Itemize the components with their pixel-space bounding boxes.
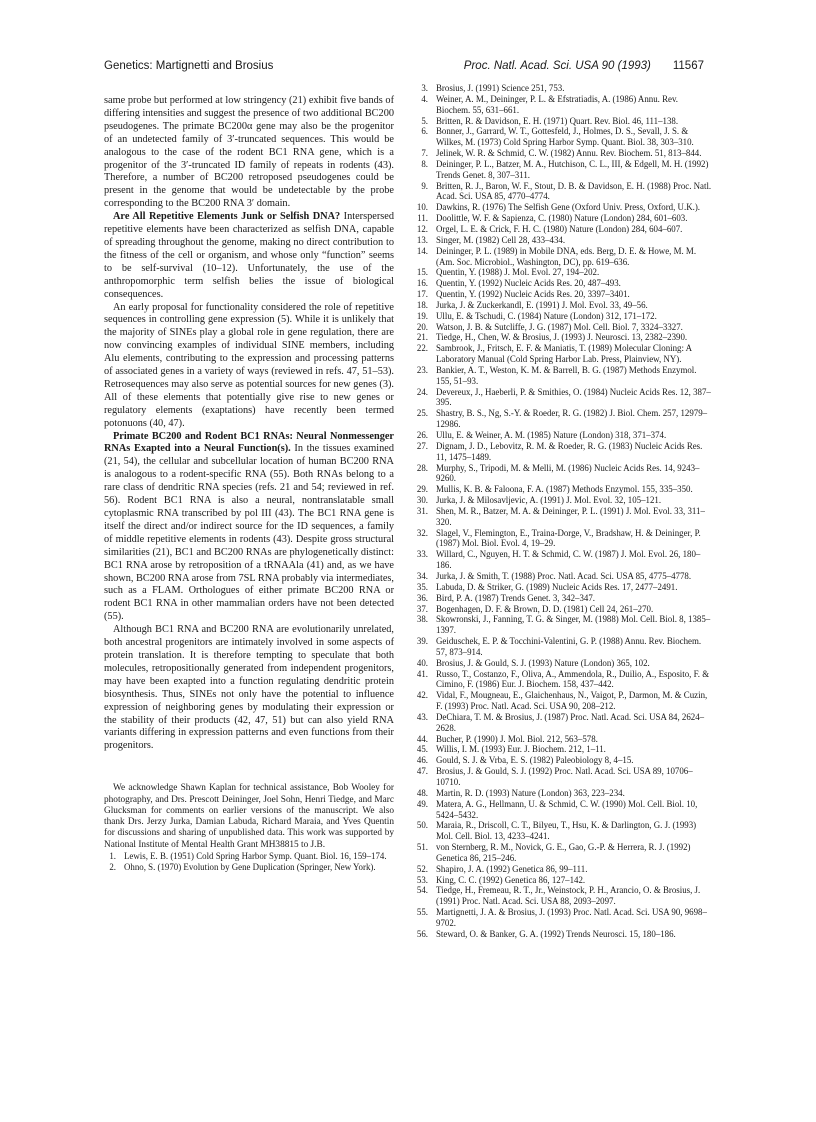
- reference-item: [416, 885, 712, 907]
- reference-number: 31.: [416, 505, 428, 516]
- reference-text: Sambrook, J., Fritsch, E. F. & Maniatis, T. (1989) Molecular Cloning: A Laboratory Manual (Cold Spring Harbor Lab. Press, Plainview, NY).: [436, 343, 692, 365]
- reference-item: [416, 712, 712, 734]
- reference-text: Willis, I. M. (1993) Eur. J. Biochem. 212, 1–11.: [436, 744, 606, 755]
- reference-item: [416, 300, 712, 311]
- reference-number: 51.: [416, 842, 428, 853]
- reference-text: Shapiro, J. A. (1992) Genetica 86, 99–111.: [436, 863, 588, 874]
- reference-item: [416, 343, 712, 365]
- reference-text: Bucher, P. (1990) J. Mol. Biol. 212, 563–578.: [436, 733, 598, 744]
- reference-number: 8.: [421, 158, 428, 169]
- reference-number: 56.: [416, 928, 428, 939]
- reference-number: 50.: [416, 820, 428, 831]
- reference-number: 26.: [416, 430, 428, 440]
- reference-number: 35.: [416, 581, 428, 592]
- reference-number: 41.: [416, 668, 428, 679]
- reference-number: 24.: [416, 386, 428, 397]
- reference-number: 55.: [416, 907, 428, 918]
- section-heading: Are All Repetitive Elements Junk or Selfish DNA?: [113, 211, 341, 223]
- reference-item: [416, 744, 712, 755]
- reference-number: 49.: [416, 798, 428, 809]
- reference-number: 36.: [416, 592, 428, 603]
- reference-item: [416, 484, 712, 495]
- paragraph: [104, 302, 394, 431]
- reference-number: 20.: [416, 321, 428, 332]
- reference-item: [416, 875, 712, 886]
- reference-number: 19.: [416, 310, 428, 321]
- reference-item: [416, 430, 712, 441]
- reference-number: 52.: [416, 863, 428, 874]
- reference-item: [416, 614, 712, 636]
- reference-text: von Sternberg, R. M., Novick, G. E., Gao, G.-P. & Herrera, R. J. (1992) Genetica 86, 215–246.: [436, 842, 691, 863]
- reference-number: 4.: [421, 93, 428, 104]
- reference-number: 18.: [416, 299, 428, 310]
- reference-text: Ohno, S. (1970) Evolution by Gene Duplication (Springer, New York).: [124, 861, 376, 872]
- reference-number: 40.: [416, 657, 428, 668]
- reference-number: 37.: [416, 603, 428, 614]
- reference-item: [104, 862, 394, 873]
- reference-item: [416, 658, 712, 669]
- reference-number: 34.: [416, 570, 428, 581]
- reference-item: [104, 851, 394, 862]
- paragraph-text: Interspersed repetitive elements have been characterized as selfish DNA, capable of spreading throughout the genome, making no direct contribution to the fitness of the cell or organism, and whose only “function” seems to be self-survival (10–12). Unfortunately, the use of the anthropomorphic term selfish belies the issue of biological consequences.: [104, 211, 394, 300]
- reference-item: [416, 224, 712, 235]
- paragraph-text: Although BC1 RNA and BC200 RNA are evolutionarily unrelated, both ancestral progenitors are intimately involved in some aspects of protein translation. It is therefore tempting to speculate that both molecules, retropositionally generated from independent progenitors, may have been exapted into a function regulating dendritic protein biosynthesis. Thus, SINEs not only have the potential to influence expression of neighboring genes by modulating their expression or the stability of their products (42, 47, 51) but can also yield RNA variants differing in expression patterns and even functions from their progenitors.: [104, 624, 394, 752]
- paragraph-text: In the tissues examined (21, 54), the cellular and subcellular location of human BC200 RNA is analogous to a rodent-specific RNA (55). Both RNAs belong to a rare class of dendritic RNA species (refs. 21 and 54; reviewed in ref. 56). Rodent BC1 RNA is also a neural, nontranslatable small cytoplasmic RNA transcribed by pol III (43). The BC1 RNA gene is itself the direct and/or indirect source for the ID sequences, a family of middle repetitive elements in rodents (43). Despite gross structural similarities (21), BC1 and BC200 RNAs are phylogenetically distinct: BC1 RNA arose by retroposition of a tRNAAla (41) and, as we have shown, BC200 RNA arose from 7SL RNA probably via intermediates, such as a FLAM. Orthologues of either primate BC200 RNA or rodent BC1 RNA in other mammalian orders have not been detected (55).: [104, 443, 394, 623]
- reference-item: [416, 213, 712, 224]
- reference-number: 45.: [416, 744, 428, 755]
- reference-item: [416, 463, 712, 485]
- paragraph: [104, 211, 394, 301]
- reference-text: Dawkins, R. (1976) The Selfish Gene (Oxford Univ. Press, Oxford, U.K.).: [436, 202, 700, 213]
- reference-item: [416, 94, 712, 116]
- reference-item: [416, 126, 712, 148]
- reference-number: 12.: [416, 223, 428, 234]
- reference-item: [416, 528, 712, 550]
- reference-text: King, C. C. (1992) Genetica 86, 127–142.: [436, 874, 586, 885]
- reference-item: [416, 311, 712, 322]
- reference-item: [416, 387, 712, 409]
- reference-number: 17.: [416, 289, 428, 300]
- reference-text: Murphy, S., Tripodi, M. & Melli, M. (1986) Nucleic Acids Res. 14, 9243–9260.: [436, 462, 700, 484]
- paragraph-text: An early proposal for functionality considered the role of repetitive sequences in controlling gene expression (5). While it is unlikely that the majority of SINEs play a global role in gene regulation, there are now convincing examples of individual SINE members, including Alu elements, contributing to the expression and processing patterns of associated genes in a variety of ways (reviewed in refs. 47, 51–53). Retrosequences may also serve as potential sources for new genes (3). All of these elements that potentially give rise to new genes or regulatory elements (exaptations) have recently been termed potonuons (40, 47).: [104, 301, 394, 429]
- reference-item: [416, 549, 712, 571]
- reference-item: [416, 571, 712, 582]
- reference-item: [416, 820, 712, 842]
- reference-number: 42.: [416, 690, 428, 701]
- reference-text: Shastry, B. S., Ng, S.-Y. & Roeder, R. G. (1982) J. Biol. Chem. 257, 12979–12986.: [436, 408, 708, 430]
- reference-number: 6.: [421, 126, 428, 137]
- reference-text: Singer, M. (1982) Cell 28, 433–434.: [436, 234, 566, 245]
- reference-text: Deininger, P. L., Batzer, M. A., Hutchison, C. L., III, & Edgell, M. H. (1992) Trends Genet. 8, 307–311.: [436, 158, 709, 180]
- reference-text: Slagel, V., Flemington, E., Traina-Dorge, V., Bradshaw, H. & Deininger, P. (1987) Mol. Biol. Evol. 4, 19–29.: [436, 527, 701, 549]
- running-header: [104, 60, 704, 74]
- reference-text: Martignetti, J. A. & Brosius, J. (1993) Proc. Natl. Acad. Sci. USA 90, 9698–9702.: [436, 907, 707, 928]
- reference-number: 14.: [416, 245, 428, 256]
- reference-number: 30.: [416, 495, 428, 506]
- reference-text: Britten, R. J., Baron, W. F., Stout, D. B. & Davidson, E. H. (1988) Proc. Natl. Acad. Sci. USA 85, 4770–4774.: [436, 180, 712, 202]
- reference-text: Matera, A. G., Hellmann, U. & Schmid, C. W. (1990) Mol. Cell. Biol. 10, 5424–5432.: [436, 798, 698, 820]
- reference-text: Watson, J. B. & Sutcliffe, J. G. (1987) Mol. Cell. Biol. 7, 3324–3327.: [436, 321, 683, 332]
- reference-item: [416, 593, 712, 604]
- reference-number: 48.: [416, 787, 428, 798]
- reference-text: Martin, R. D. (1993) Nature (London) 363, 223–234.: [436, 787, 625, 798]
- reference-number: 32.: [416, 527, 428, 538]
- reference-item: [416, 495, 712, 506]
- reference-text: Brosius, J. (1991) Science 251, 753.: [436, 83, 565, 93]
- reference-number: 25.: [416, 408, 428, 419]
- reference-text: Labuda, D. & Striker, G. (1989) Nucleic Acids Res. 17, 2477–2491.: [436, 581, 678, 592]
- reference-text: Quentin, Y. (1992) Nucleic Acids Res. 20, 487–493.: [436, 278, 621, 289]
- reference-text: Doolittle, W. F. & Sapienza, C. (1980) Nature (London) 284, 601–603.: [436, 213, 688, 224]
- header-section-authors: Genetics: Martignetti and Brosius: [104, 60, 274, 72]
- reference-text: Brosius, J. & Gould, S. J. (1992) Proc. Natl. Acad. Sci. USA 89, 10706–10710.: [436, 766, 693, 787]
- reference-item: [416, 441, 712, 463]
- reference-text: Ullu, E. & Weiner, A. M. (1985) Nature (London) 318, 371–374.: [436, 430, 667, 440]
- reference-item: [416, 202, 712, 213]
- reference-item: [416, 365, 712, 387]
- acknowledgment: We acknowledge Shawn Kaplan for technical assistance, Bob Wooley for photography, and Drs. Prescott Deininger, Joel Sohn, Henri Tiedge, and Marc Glucksman for comments on earlier versions of the manuscript. We also thank Drs. Jerzy Jurka, Damian Labuda, Richard Maraia, and Yves Quentin for discussions and sharing of unpublished data. This work was supported by National Institute of Mental Health Grant MH38815 to J.B.: [104, 783, 394, 850]
- reference-item: [416, 766, 712, 788]
- reference-item: [416, 506, 712, 528]
- reference-text: Jurka, J. & Smith, T. (1988) Proc. Natl. Acad. Sci. USA 85, 4775–4778.: [436, 570, 692, 581]
- reference-number: 11.: [417, 213, 428, 224]
- reference-item: [416, 83, 712, 94]
- reference-text: Jurka, J. & Zuckerkandl, E. (1991) J. Mol. Evol. 33, 49–56.: [436, 299, 648, 310]
- reference-number: 21.: [416, 332, 428, 343]
- reference-item: [416, 842, 712, 864]
- reference-number: 54.: [416, 885, 428, 896]
- reference-text: Weiner, A. M., Deininger, P. L. & Efstratiadis, A. (1986) Annu. Rev. Biochem. 55, 631–661.: [436, 93, 679, 115]
- reference-item: [416, 408, 712, 430]
- reference-item: [416, 116, 712, 127]
- reference-number: 10.: [416, 202, 428, 213]
- reference-text: Ullu, E. & Tschudi, C. (1984) Nature (London) 312, 171–172.: [436, 310, 657, 321]
- header-journal: Proc. Natl. Acad. Sci. USA 90 (1993): [463, 60, 651, 72]
- reference-text: Skowronski, J., Fanning, T. G. & Singer, M. (1988) Mol. Cell. Biol. 8, 1385–1397.: [436, 614, 711, 636]
- reference-number: 53.: [416, 874, 428, 885]
- reference-number: 1.: [109, 851, 116, 861]
- reference-item: [416, 246, 712, 268]
- reference-number: 16.: [416, 278, 428, 289]
- left-column: [104, 95, 394, 873]
- reference-text: Deininger, P. L. (1989) in Mobile DNA, eds. Berg, D. E. & Howe, M. M. (Am. Soc. Microbiol., Washington, DC), pp. 619–636.: [436, 245, 697, 267]
- right-column: [416, 83, 712, 940]
- reference-text: Tiedge, H., Fremeau, R. T., Jr., Weinstock, P. H., Arancio, O. & Brosius, J. (1991) Proc. Natl. Acad. Sci. USA 88, 2093–2097.: [436, 885, 701, 907]
- reference-number: 39.: [416, 636, 428, 647]
- reference-item: [416, 322, 712, 333]
- reference-number: 3.: [421, 83, 428, 93]
- reference-number: 44.: [416, 733, 428, 744]
- reference-item: [416, 907, 712, 929]
- reference-text: Bird, P. A. (1987) Trends Genet. 3, 342–347.: [436, 592, 596, 603]
- reference-number: 23.: [416, 364, 428, 375]
- reference-number: 46.: [416, 755, 428, 766]
- reference-text: Quentin, Y. (1988) J. Mol. Evol. 27, 194–202.: [436, 267, 600, 278]
- reference-number: 22.: [416, 343, 428, 354]
- reference-text: Russo, T., Costanzo, F., Oliva, A., Ammendola, R., Duilio, A., Esposito, F. & Cimino, F. (1986) Eur. J. Biochem. 158, 437–442.: [436, 668, 710, 690]
- reference-item: [416, 690, 712, 712]
- reference-number: 38.: [416, 614, 428, 625]
- reference-text: Jelinek, W. R. & Schmid, C. W. (1982) Annu. Rev. Biochem. 51, 813–844.: [436, 148, 702, 159]
- paragraph: [104, 624, 394, 753]
- reference-text: Bogenhagen, D. F. & Brown, D. D. (1981) Cell 24, 261–270.: [436, 603, 654, 614]
- reference-number: 27.: [416, 440, 428, 451]
- reference-item: [416, 864, 712, 875]
- reference-text: Geiduschek, E. P. & Tocchini-Valentini, G. P. (1988) Annu. Rev. Biochem. 57, 873–914.: [436, 636, 702, 657]
- reference-item: [416, 289, 712, 300]
- header-journal-page: [464, 60, 704, 72]
- reference-text: Mullis, K. B. & Faloona, F. A. (1987) Methods Enzymol. 155, 335–350.: [436, 484, 693, 495]
- reference-item: [416, 929, 712, 940]
- reference-item: [416, 636, 712, 658]
- reference-number: 47.: [416, 766, 428, 777]
- reference-item: [416, 734, 712, 745]
- reference-text: Bankier, A. T., Weston, K. M. & Barrell, B. G. (1987) Methods Enzymol. 155, 51–93.: [436, 364, 697, 386]
- reference-number: 7.: [421, 148, 428, 159]
- reference-item: [416, 278, 712, 289]
- reference-text: Quentin, Y. (1992) Nucleic Acids Res. 20, 3397–3401.: [436, 289, 630, 300]
- reference-number: 43.: [416, 711, 428, 722]
- reference-item: [416, 799, 712, 821]
- reference-item: [416, 159, 712, 181]
- reference-text: Maraia, R., Driscoll, C. T., Bilyeu, T., Hsu, K. & Darlington, G. J. (1993) Mol. Cell. Biol. 13, 4233–4241.: [436, 820, 697, 842]
- reference-text: Dignam, J. D., Lebovitz, R. M. & Roeder, R. G. (1983) Nucleic Acids Res. 11, 1475–1489.: [436, 440, 703, 462]
- reference-text: DeChiara, T. M. & Brosius, J. (1987) Proc. Natl. Acad. Sci. USA 84, 2624–2628.: [436, 711, 705, 733]
- reference-item: [416, 332, 712, 343]
- reference-number: 2.: [109, 861, 116, 872]
- reference-text: Jurka, J. & Milosavljevic, A. (1991) J. Mol. Evol. 32, 105–121.: [436, 495, 662, 506]
- reference-item: [416, 669, 712, 691]
- reference-text: Brosius, J. & Gould, S. J. (1993) Nature (London) 365, 102.: [436, 657, 650, 668]
- reference-text: Britten, R. & Davidson, E. H. (1971) Quart. Rev. Biol. 46, 111–138.: [436, 115, 679, 126]
- paragraph: [104, 95, 394, 211]
- section-heading: Primate BC200 and Rodent BC1 RNAs: Neural Nonmessenger RNAs Exapted into a Neural Function(s).: [104, 430, 394, 455]
- paragraph-text: same probe but performed at low stringency (21) exhibit five bands of differing intensities and suggest the presence of two additional BC200 pseudogenes. The primate BC200α gene may also be the progenitor of an undetected family of 3′-truncated sequences. This would be analogous to the case of the rodent BC1 RNA gene, which is a progenitor of the 3′-truncated ID family of repeats in rodents (43). Therefore, a number of BC200 retroposed pseudogenes could be present in the genome that would be undetectable by the probe corresponding to the BC200 RNA 3′ domain.: [104, 95, 394, 210]
- reference-text: Orgel, L. E. & Crick, F. H. C. (1980) Nature (London) 284, 604–607.: [436, 223, 683, 234]
- reference-item: [416, 788, 712, 799]
- reference-item: [416, 582, 712, 593]
- reference-text: Gould, S. J. & Vrba, E. S. (1982) Paleobiology 8, 4–15.: [436, 755, 634, 766]
- page-number: 11567: [672, 60, 704, 72]
- reference-text: Devereux, J., Haeberli, P. & Smithies, O. (1984) Nucleic Acids Res. 12, 387–395.: [436, 386, 711, 408]
- reference-number: 33.: [416, 549, 428, 560]
- paragraph: [104, 431, 394, 625]
- reference-item: [416, 235, 712, 246]
- reference-number: 29.: [416, 484, 428, 495]
- references-left: [104, 851, 394, 873]
- reference-text: Steward, O. & Banker, G. A. (1992) Trends Neurosci. 15, 180–186.: [436, 928, 676, 939]
- reference-text: Tiedge, H., Chen, W. & Brosius, J. (1993) J. Neurosci. 13, 2382–2390.: [436, 332, 688, 343]
- reference-number: 9.: [421, 180, 428, 191]
- reference-text: Willard, C., Nguyen, H. T. & Schmid, C. W. (1987) J. Mol. Evol. 26, 180–186.: [436, 549, 701, 571]
- reference-number: 13.: [416, 234, 428, 245]
- reference-number: 28.: [416, 462, 428, 473]
- reference-number: 15.: [416, 267, 428, 278]
- reference-item: [416, 755, 712, 766]
- body-text: [104, 95, 394, 753]
- reference-text: Bonner, J., Garrard, W. T., Gottesfeld, J., Holmes, D. S., Sevall, J. S. & Wilkes, M. (1973) Cold Spring Harbor Symp. Quant. Biol. 38, 303–310.: [436, 126, 694, 148]
- reference-text: Vidal, F., Mougneau, E., Glaichenhaus, N., Vaigot, P., Darmon, M. & Cuzin, F. (1993) Proc. Natl. Acad. Sci. USA 90, 208–212.: [436, 690, 708, 712]
- reference-item: [416, 181, 712, 203]
- reference-number: 5.: [421, 115, 428, 126]
- references-right: [416, 83, 712, 940]
- reference-item: [416, 604, 712, 615]
- reference-item: [416, 267, 712, 278]
- reference-text: Lewis, E. B. (1951) Cold Spring Harbor Symp. Quant. Biol. 16, 159–174.: [124, 851, 387, 861]
- reference-text: Shen, M. R., Batzer, M. A. & Deininger, P. L. (1991) J. Mol. Evol. 33, 311–320.: [436, 505, 705, 527]
- reference-item: [416, 148, 712, 159]
